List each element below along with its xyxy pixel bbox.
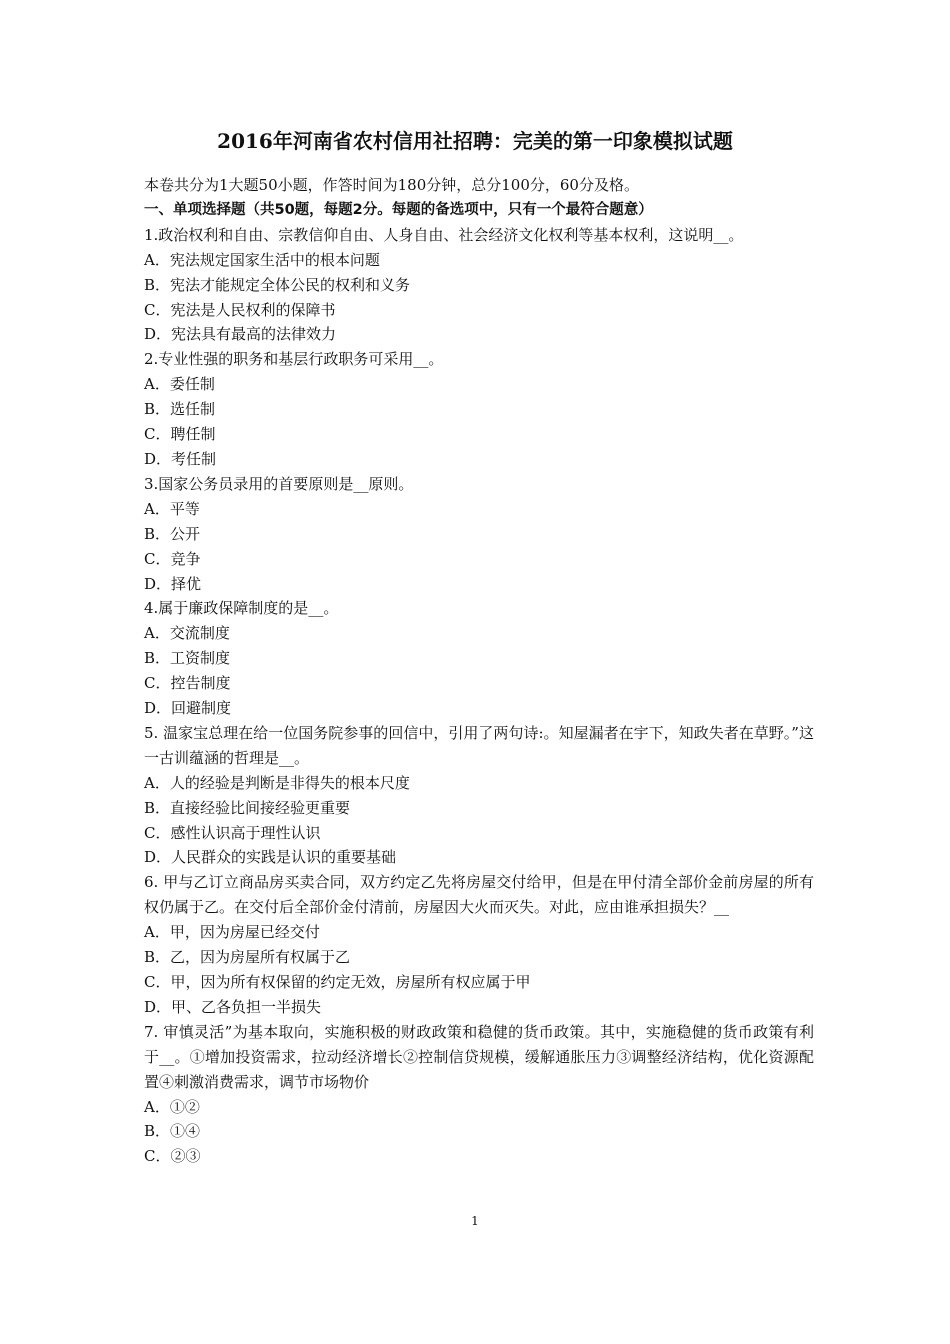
option-a: A．平等 bbox=[144, 499, 200, 518]
option-b: B．直接经验比间接经验更重要 bbox=[144, 798, 351, 817]
option-b: B．选任制 bbox=[144, 400, 216, 419]
option-c: C．宪法是人民权利的保障书 bbox=[144, 300, 336, 319]
question-text: 6. 甲与乙订立商品房买卖合同，双方约定乙先将房屋交付给甲，但是在甲付清全部价金前房屋的所有权仍属于乙。在交付后全部价金付清前，房屋因大火而灭失。对此，应由谁承担损失？__ bbox=[144, 873, 814, 917]
option-c: C．甲，因为所有权保留的约定无效，房屋所有权应属于甲 bbox=[144, 973, 531, 991]
question-text: 2.专业性强的职务和基层行政职务可采用__。 bbox=[144, 350, 444, 369]
option-a: A．人的经验是判断是非得失的根本尺度 bbox=[144, 773, 410, 792]
option-a: A．宪法规定国家生活中的根本问题 bbox=[144, 250, 380, 269]
question-text: 5. 温家宝总理在给一位国务院参事的回信中，引用了两句诗:。知屋漏者在宇下，知政失者在草野。”这一古训蕴涵的哲理是__。 bbox=[144, 723, 814, 767]
question-text: 7. 审慎灵活”为基本取向，实施积极的财政政策和稳健的货币政策。其中，实施稳健的货币政策有利于__。①增加投资需求，拉动经济增长②控制信贷规模，缓解通胀压力③调整经济结构，优化资源配置④刺激消费需求，调节市场物价 bbox=[144, 1022, 814, 1091]
option-b: B．公开 bbox=[144, 524, 201, 543]
question-4 bbox=[144, 596, 814, 721]
option-d: D．考任制 bbox=[144, 449, 217, 468]
question-text: 1.政治权利和自由、宗教信仰自由、人身自由、社会经济文化权利等基本权利，这说明__。 bbox=[144, 225, 744, 244]
option-b: B．宪法才能规定全体公民的权利和义务 bbox=[144, 275, 411, 294]
option-d: D．择优 bbox=[144, 574, 202, 593]
question-text: 4.属于廉政保障制度的是__。 bbox=[144, 599, 339, 618]
option-d: D．甲、乙各负担一半损失 bbox=[144, 997, 322, 1016]
document-title: 2016年河南省农村信用社招聘：完美的第一印象模拟试题 bbox=[217, 129, 733, 153]
question-7 bbox=[144, 1020, 814, 1169]
question-3 bbox=[144, 472, 814, 597]
question-6 bbox=[144, 870, 814, 1019]
option-a: A．甲，因为房屋已经交付 bbox=[144, 923, 320, 942]
question-text: 3.国家公务员录用的首要原则是__原则。 bbox=[144, 474, 414, 493]
option-c: C．②③ bbox=[144, 1147, 201, 1166]
option-b: B．①④ bbox=[144, 1122, 201, 1141]
document-body bbox=[144, 173, 814, 1169]
option-c: C．感性认识高于理性认识 bbox=[144, 823, 321, 842]
option-c: C．聘任制 bbox=[144, 425, 216, 444]
question-2 bbox=[144, 347, 814, 472]
option-b: B．工资制度 bbox=[144, 649, 231, 668]
option-d: D．宪法具有最高的法律效力 bbox=[144, 325, 337, 344]
option-d: D．人民群众的实践是认识的重要基础 bbox=[144, 848, 397, 867]
option-c: C．竞争 bbox=[144, 549, 201, 568]
option-a: A．交流制度 bbox=[144, 624, 230, 643]
option-b: B．乙，因为房屋所有权属于乙 bbox=[144, 948, 351, 967]
option-a: A．①② bbox=[144, 1097, 200, 1116]
question-1 bbox=[144, 223, 814, 348]
exam-intro: 本卷共分为1大题50小题，作答时间为180分钟，总分100分，60分及格。 bbox=[144, 176, 639, 194]
option-d: D．回避制度 bbox=[144, 699, 232, 718]
section-heading: 一、单项选择题（共50题，每题2分。每题的备选项中，只有一个最符合题意） bbox=[144, 201, 653, 218]
option-a: A．委任制 bbox=[144, 375, 215, 394]
question-5 bbox=[144, 721, 814, 870]
option-c: C．控告制度 bbox=[144, 674, 231, 693]
page-number: 1 bbox=[471, 1214, 479, 1228]
